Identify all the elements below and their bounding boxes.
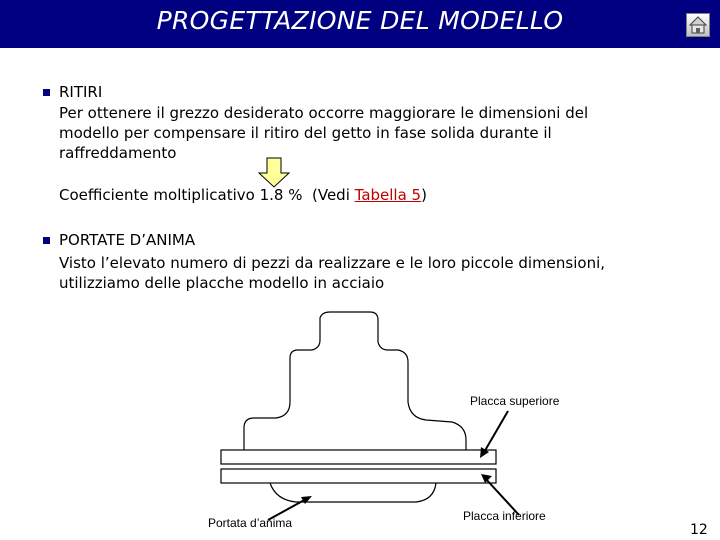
portate-line-1: Visto l’elevato numero di pezzi da realizzare e le loro piccole dimensioni,	[59, 254, 606, 272]
coefficient-text: Coefficiente moltiplicativo 1.8 % (Vedi	[59, 186, 355, 204]
upper-plate	[221, 450, 496, 464]
core-print-outline	[270, 483, 436, 502]
ritiri-line-2: modello per compensare il ritiro del getto in fase solida durante il	[59, 124, 552, 142]
ritiri-line-3: raffreddamento	[59, 144, 177, 162]
page-title: PROGETTAZIONE DEL MODELLO	[156, 6, 564, 35]
label-upper-plate: Placca superiore	[470, 394, 560, 408]
ritiri-heading: RITIRI	[59, 83, 103, 101]
ritiri-line-1: Per ottenere il grezzo desiderato occorre maggiorare le dimensioni del	[59, 104, 589, 122]
label-core-print: Portata d’anima	[208, 516, 293, 530]
label-lower-plate: Placca inferiore	[463, 509, 546, 523]
portate-line-2: utilizziamo delle placche modello in acciaio	[59, 274, 385, 292]
coefficient-close: )	[421, 186, 427, 204]
upper-pattern-outline	[244, 312, 466, 450]
portate-heading: PORTATE D’ANIMA	[59, 231, 196, 249]
tabella-5-link[interactable]: Tabella 5	[354, 186, 422, 204]
page-number: 12	[690, 522, 708, 538]
lower-plate	[221, 469, 496, 483]
arrow-upper-plate	[483, 411, 508, 454]
